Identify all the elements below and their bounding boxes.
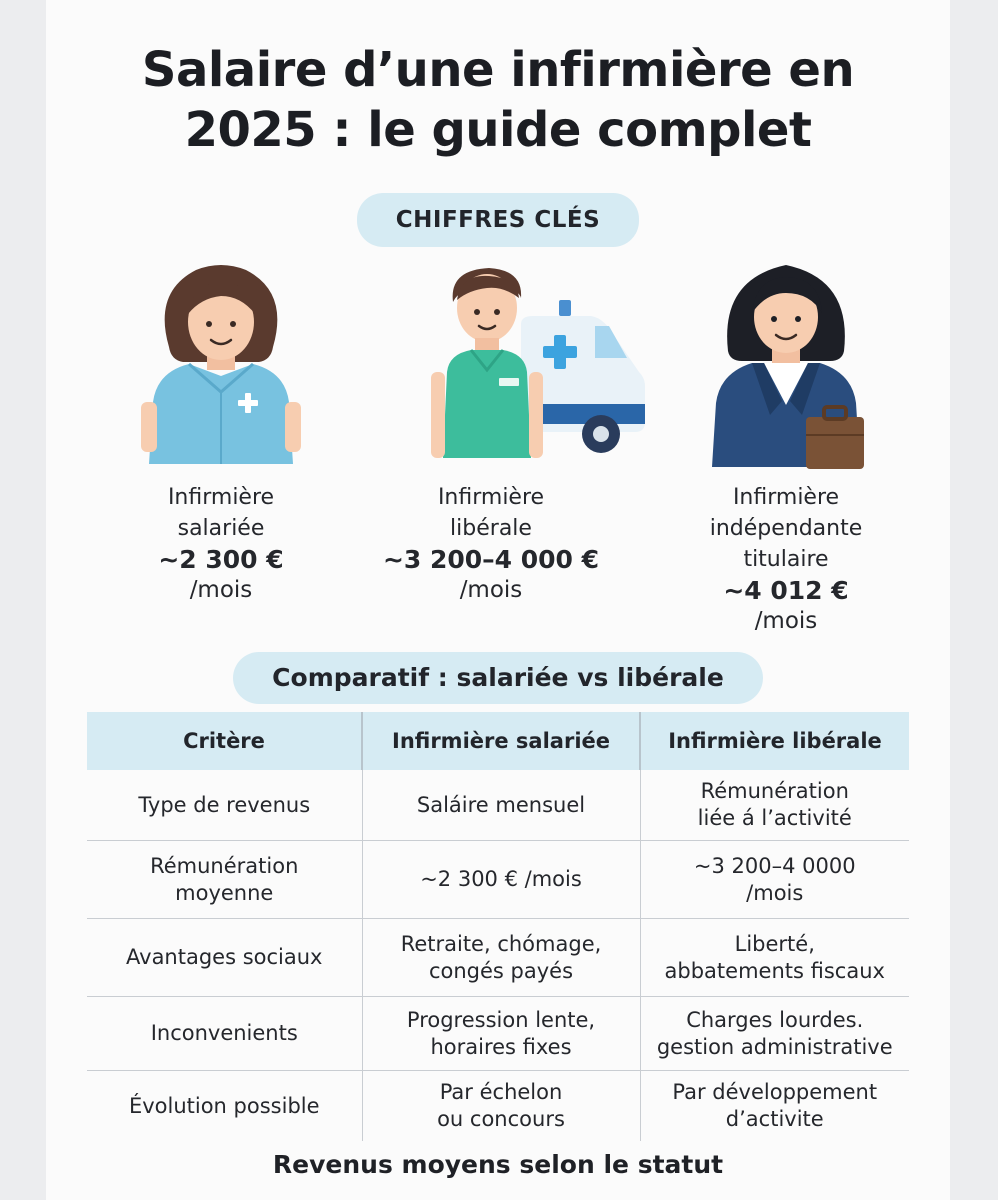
cell-line: Saláire mensuel xyxy=(416,792,586,817)
cell-line: /mois xyxy=(746,880,804,905)
cell-line: abbatements fiscaux xyxy=(664,958,885,983)
profile-independent-caption xyxy=(661,482,911,637)
table-header-cell: Infirmière libérale xyxy=(640,712,909,770)
infographic-page xyxy=(46,0,950,1200)
nurse-independent-briefcase-icon xyxy=(706,255,866,473)
cell-line: Rémunération xyxy=(150,853,299,878)
table-cell xyxy=(640,919,909,997)
table-cell xyxy=(640,997,909,1071)
profile-label: Infirmière xyxy=(167,485,275,510)
cell-line: ou concours xyxy=(437,1107,565,1131)
cell-line: Retraite, chómage, xyxy=(400,931,602,956)
table-cell xyxy=(362,770,640,841)
cell-line: congés payés xyxy=(428,958,574,983)
table-cell xyxy=(362,997,640,1071)
table-cell xyxy=(640,770,909,841)
cell-line: Avantages sociaux xyxy=(126,945,323,969)
cell-line: Inconvenients xyxy=(150,1021,298,1045)
cell-line: Par développement xyxy=(672,1080,878,1104)
nurse-liberal-ambulance-icon xyxy=(391,262,651,472)
table-cell xyxy=(87,997,362,1071)
section-heading-revenus: Revenus moyens selon le statut xyxy=(272,1150,724,1179)
cell-line: Par échelon xyxy=(439,1080,563,1104)
profile-unit: /mois xyxy=(459,577,523,603)
page-title xyxy=(46,40,950,160)
table-row xyxy=(87,997,909,1071)
table-cell xyxy=(362,1071,640,1142)
cell-line: Évolution possible xyxy=(128,1093,320,1118)
profile-amount: ~4 012 € xyxy=(723,576,849,605)
table-row xyxy=(87,770,909,841)
table-cell xyxy=(87,770,362,841)
profile-label: indépendante xyxy=(709,516,863,541)
cell-line: ~3 200–4 0000 xyxy=(693,853,856,878)
profile-label: Infirmière xyxy=(437,485,545,510)
profile-label: titulaire xyxy=(743,547,829,572)
title-line-1: Salaire d’une infirmière en xyxy=(141,42,855,98)
cell-line: gestion administrative xyxy=(656,1034,893,1059)
table-header-cell: Infirmière salariée xyxy=(362,712,640,770)
cell-line: Progression lente, xyxy=(406,1007,596,1032)
table-cell xyxy=(87,841,362,919)
table-row xyxy=(87,841,909,919)
cell-line: liée á l’activité xyxy=(697,806,852,830)
profile-amount: ~2 300 € xyxy=(158,545,284,574)
table-cell xyxy=(640,841,909,919)
profile-salaried-caption xyxy=(116,482,326,606)
cell-line: Liberté, xyxy=(734,931,815,956)
profile-label: salariée xyxy=(177,516,265,541)
profile-liberal-caption xyxy=(361,482,621,606)
table-cell xyxy=(362,841,640,919)
profile-unit: /mois xyxy=(189,577,253,603)
cell-line: ~2 300 € /mois xyxy=(420,867,582,891)
profile-label: libérale xyxy=(450,516,532,541)
title-line-2: 2025 : le guide complet xyxy=(184,102,812,158)
comparison-table xyxy=(87,712,909,1141)
table-row xyxy=(87,1071,909,1142)
cell-line: Rémunération xyxy=(700,779,849,803)
cell-line: horaires fixes xyxy=(430,1034,572,1059)
cell-line: d’activite xyxy=(725,1107,824,1131)
table-cell xyxy=(640,1071,909,1142)
table-cell xyxy=(362,919,640,997)
table-row xyxy=(87,919,909,997)
nurse-employee-icon xyxy=(141,252,301,464)
table-cell xyxy=(87,919,362,997)
key-figures-badge: CHIFFRES CLÉS xyxy=(357,193,639,247)
comparison-badge: Comparatif : salariée vs libérale xyxy=(233,652,763,704)
cell-line: Charges lourdes. xyxy=(686,1007,864,1032)
table-cell xyxy=(87,1071,362,1142)
table-header-row xyxy=(87,712,909,770)
cell-line: moyenne xyxy=(175,880,274,905)
table-header-cell: Critère xyxy=(87,712,362,770)
profile-label: Infirmière xyxy=(732,485,840,510)
profile-amount: ~3 200–4 000 € xyxy=(382,545,600,574)
cell-line: Type de revenus xyxy=(138,792,311,817)
profile-unit: /mois xyxy=(754,608,818,634)
